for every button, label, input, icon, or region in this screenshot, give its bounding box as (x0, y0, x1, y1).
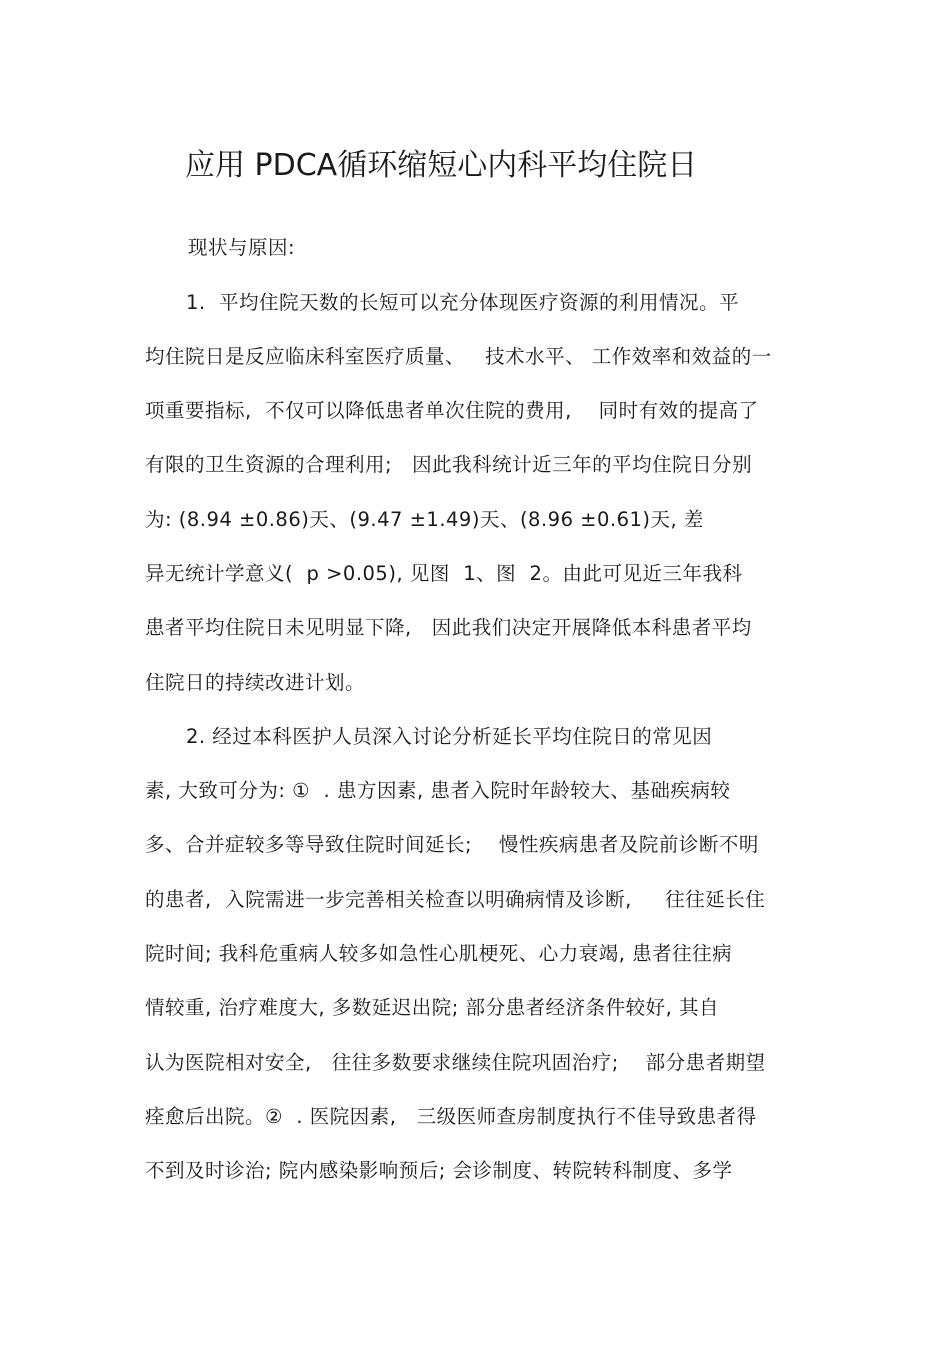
paragraph-line: 情较重, 治疗难度大, 多数延迟出院; 部分患者经济条件较好, 其自 (145, 996, 719, 1019)
paragraph-line: 异无统计学意义( p >0.05), 见图 1、图 2。由此可见近三年我科 (145, 562, 743, 585)
section-heading: 现状与原因: (188, 236, 296, 259)
paragraph-line: 素, 大致可分为: ① . 患方因素, 患者入院时年龄较大、基础疾病较 (145, 779, 731, 802)
paragraph-line: 有限的卫生资源的合理利用; 因此我科统计近三年的平均住院日分别 (145, 453, 753, 476)
document-title: 应用 PDCA循环缩短心内科平均住院日 (185, 148, 698, 183)
paragraph-line: 多、合并症较多等导致住院时间延长; 慢性疾病患者及院前诊断不明 (145, 833, 759, 856)
paragraph-line: 认为医院相对安全, 往往多数要求继续住院巩固治疗; 部分患者期望 (145, 1051, 766, 1074)
paragraph-line: 项重要指标, 不仅可以降低患者单次住院的费用, 同时有效的提高了 (145, 399, 759, 422)
paragraph-line: 的患者, 入院需进一步完善相关检查以明确病情及诊断, 往往延长住 (145, 888, 766, 911)
paragraph-line: 院时间; 我科危重病人较多如急性心肌梗死、心力衰竭, 患者往往病 (145, 942, 733, 965)
paragraph-line: 痊愈后出院。② . 医院因素, 三级医师查房制度执行不佳导致患者得 (145, 1105, 757, 1128)
paragraph-line: 均住院日是反应临床科室医疗质量、 技术水平、 工作效率和效益的一 (145, 345, 772, 368)
paragraph-line: 住院日的持续改进计划。 (145, 671, 366, 694)
paragraph-line: 患者平均住院日未见明显下降, 因此我们决定开展降低本科患者平均 (145, 616, 752, 639)
paragraph-line: 2. 经过本科医护人员深入讨论分析延长平均住院日的常见因 (186, 725, 713, 748)
paragraph-line: 为: (8.94 ±0.86)天、(9.47 ±1.49)天、(8.96 ±0.61)天, 差 (145, 508, 704, 531)
paragraph-line: 不到及时诊治; 院内感染影响预后; 会诊制度、转院转科制度、多学 (145, 1159, 733, 1182)
paragraph-line: 1. 平均住院天数的长短可以充分体现医疗资源的利用情况。平 (186, 291, 740, 314)
